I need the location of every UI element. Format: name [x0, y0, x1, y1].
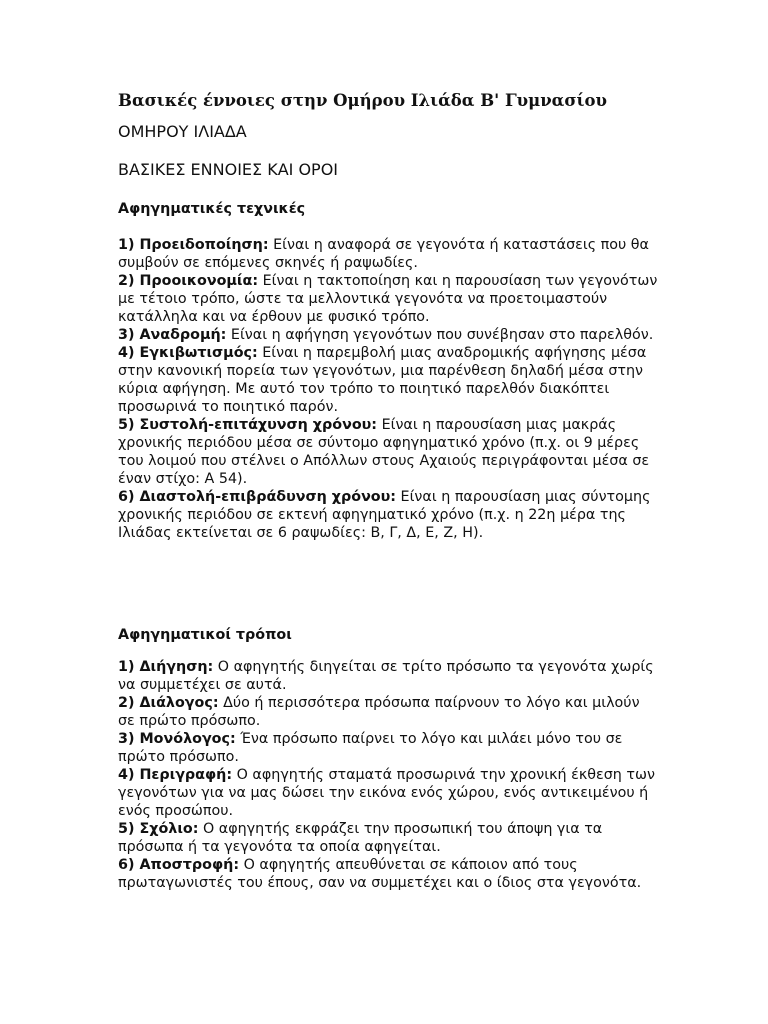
narrative-modes-list [118, 658, 658, 892]
term-label: 1) Προειδοποίηση: [118, 237, 269, 253]
list-item [118, 856, 658, 892]
term-label: 3) Μονόλογος: [118, 731, 236, 747]
list-item [118, 272, 658, 326]
main-heading: ΟΜΗΡΟΥ ΙΛΙΑΔΑ [118, 122, 247, 141]
list-item [118, 766, 658, 820]
term-definition: Είναι η τακτοποίηση και η παρουσίαση των γεγονότων με τέτοιο τρόπο, ώστε τα μελλοντικά γεγονότα να προετοιμαστούν κατάλληλα και να έρθουν με φυσικό τρόπο. [118, 273, 658, 325]
term-label: 5) Συστολή-επιτάχυνση χρόνου: [118, 417, 378, 433]
narrative-techniques-list [118, 236, 658, 542]
list-item [118, 416, 658, 488]
list-item [118, 236, 658, 272]
term-label: 6) Διαστολή-επιβράδυνση χρόνου: [118, 489, 397, 505]
sub-heading: ΒΑΣΙΚΕΣ ΕΝΝΟΙΕΣ ΚΑΙ ΟΡΟΙ [118, 160, 339, 179]
term-definition: Είναι η αφήγηση γεγονότων που συνέβησαν στο παρελθόν. [226, 327, 654, 343]
list-item [118, 326, 658, 344]
list-item [118, 344, 658, 416]
document-title: Βασικές έννοιες στην Ομήρου Ιλιάδα Β' Γυμνασίου [118, 91, 607, 110]
list-item [118, 488, 658, 542]
term-label: 1) Διήγηση: [118, 659, 214, 675]
term-definition: Ένα πρόσωπο παίρνει το λόγο και μιλάει μόνο του σε πρώτο πρόσωπο. [118, 731, 623, 765]
section-title-narrative-techniques: Αφηγηματικές τεχνικές [118, 201, 306, 217]
term-definition: Είναι η αναφορά σε γεγονότα ή καταστάσεις που θα συμβούν σε επόμενες σκηνές ή ραψωδίες. [118, 237, 649, 271]
term-label: 2) Διάλογος: [118, 695, 219, 711]
term-label: 2) Προοικονομία: [118, 273, 259, 289]
term-label: 6) Αποστροφή: [118, 857, 240, 873]
list-item [118, 658, 658, 694]
term-label: 4) Εγκιβωτισμός: [118, 345, 258, 361]
term-definition: Ο αφηγητής διηγείται σε τρίτο πρόσωπο τα γεγονότα χωρίς να συμμετέχει σε αυτά. [118, 659, 654, 693]
list-item [118, 730, 658, 766]
term-definition: Είναι η παρεμβολή μιας αναδρομικής αφήγησης μέσα στην κανονική πορεία των γεγονότων, μια παρένθεση δηλαδή μέσα στην κύρια αφήγηση. Με αυτό τον τρόπο το ποιητικό παρελθόν διακόπτει προσωρινά το ποιητικό παρόν. [118, 345, 647, 415]
term-label: 5) Σχόλιο: [118, 821, 199, 837]
section-title-narrative-modes: Αφηγηματικοί τρόποι [118, 627, 292, 643]
term-definition: Είναι η παρουσίαση μιας μακράς χρονικής περιόδου μέσα σε σύντομο αφηγηματικό χρόνο (π.χ. οι 9 μέρες του λοιμού που στέλνει ο Απόλλων στους Αχαιούς περιγράφονται μέσα σε έναν στίχο: Α 54). [118, 417, 650, 487]
term-definition: Είναι η παρουσίαση μιας σύντομης χρονικής περιόδου σε εκτενή αφηγηματικό χρόνο (π.χ. η 22η μέρα της Ιλιάδας εκτείνεται σε 6 ραψωδίες: Β, Γ, Δ, Ε, Ζ, Η). [118, 489, 651, 541]
term-label: 4) Περιγραφή: [118, 767, 233, 783]
term-definition: Ο αφηγητής εκφράζει την προσωπική του άποψη για τα πρόσωπα ή τα γεγονότα τα οποία αφηγείται. [118, 821, 603, 855]
term-definition: Δύο ή περισσότερα πρόσωπα παίρνουν το λόγο και μιλούν σε πρώτο πρόσωπο. [118, 695, 640, 729]
term-label: 3) Αναδρομή: [118, 327, 227, 343]
term-definition: Ο αφηγητής απευθύνεται σε κάποιον από τους πρωταγωνιστές του έπους, σαν να συμμετέχει και ο ίδιος στα γεγονότα. [118, 857, 642, 891]
term-definition: Ο αφηγητής σταματά προσωρινά την χρονική έκθεση των γεγονότων για να μας δώσει την εικόνα ενός χώρου, ενός αντικειμένου ή ενός προσώπου. [118, 767, 655, 819]
list-item [118, 694, 658, 730]
list-item [118, 820, 658, 856]
